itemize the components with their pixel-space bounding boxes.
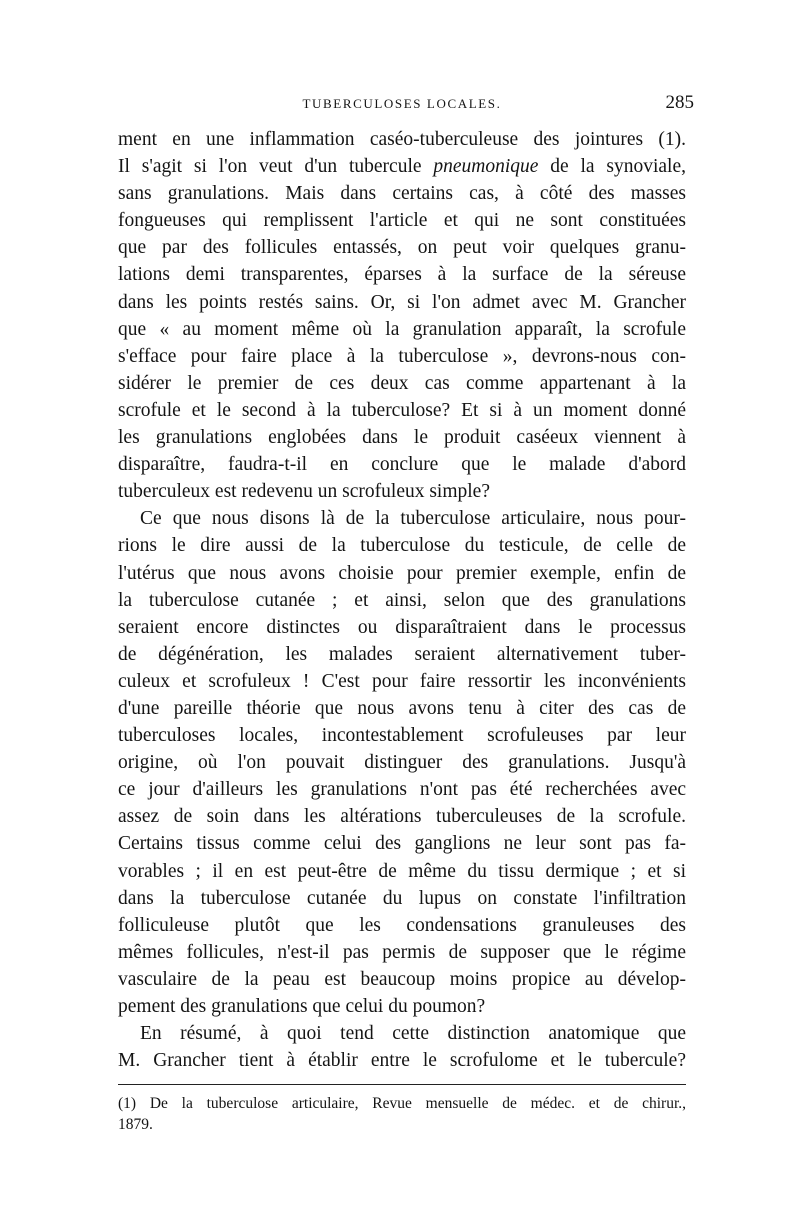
text-line: vasculaire de la peau est beaucoup moins propice au dévelop- — [118, 968, 686, 990]
text-line: la tuberculose cutanée ; et ainsi, selon que des granulations — [118, 589, 686, 611]
footnote-line: 1879. — [118, 1116, 153, 1134]
text-line: seraient encore distinctes ou disparaîtraient dans le processus — [118, 616, 686, 638]
italic-term: pneumonique — [433, 156, 539, 178]
text-line: Certains tissus comme celui des ganglions ne leur sont pas fa- — [118, 833, 686, 855]
footnote-line: (1) De la tuberculose articulaire, Revue mensuelle de médec. et de chirur., — [118, 1095, 686, 1113]
text-line: mêmes follicules, n'est-il pas permis de supposer que le régime — [118, 941, 686, 963]
text-line: assez de soin dans les altérations tuberculeuses de la scrofule. — [118, 806, 686, 828]
text-line: dans les points restés sains. Or, si l'on admet avec M. Grancher — [118, 291, 686, 313]
text-line: folliculeuse plutôt que les condensations granuleuses des — [118, 914, 686, 936]
running-title: TUBERCULOSES LOCALES. — [302, 96, 502, 111]
text-line: vorables ; il en est peut-être de même du tissu dermique ; et si — [118, 860, 686, 882]
text-run: Il s'agit si l'on veut d'un tubercule — [118, 156, 434, 178]
text-line: rions le dire aussi de la tuberculose du testicule, de celle de — [118, 535, 686, 557]
text-line: scrofule et le second à la tuberculose? Et si à un moment donné — [118, 399, 686, 421]
text-line — [118, 153, 686, 180]
text-line: pement des granulations que celui du poumon? — [118, 996, 486, 1017]
text-line: M. Grancher tient à établir entre le scrofulome et le tubercule? — [118, 1050, 686, 1072]
text-line: ce jour d'ailleurs les granulations n'ont pas été recherchées avec — [118, 779, 686, 801]
text-line: sidérer le premier de ces deux cas comme appartenant à la — [118, 372, 686, 394]
text-line: ment en une inflammation caséo-tuberculeuse des jointures (1). — [118, 129, 686, 150]
footnote — [118, 1093, 686, 1135]
paragraph-3 — [118, 1020, 686, 1074]
text-line: fongueuses qui remplissent l'article et qui ne sont constituées — [118, 210, 686, 232]
text-line: l'utérus que nous avons choisie pour premier exemple, enfin de — [118, 562, 686, 584]
text-line: disparaître, faudra-t-il en conclure que le malade d'abord — [118, 454, 686, 476]
footnote-divider — [118, 1084, 686, 1085]
text-line: les granulations englobées dans le produit caséeux viennent à — [118, 427, 686, 449]
book-page — [118, 92, 694, 1135]
text-line: d'une pareille théorie que nous avons tenu à citer des cas de — [118, 697, 686, 719]
text-run: de la synoviale, — [538, 156, 686, 178]
text-line: dans la tuberculose cutanée du lupus on constate l'infiltration — [118, 887, 686, 909]
text-line: tuberculoses locales, incontestablement scrofuleuses par leur — [118, 725, 686, 747]
text-line: culeux et scrofuleux ! C'est pour faire ressortir les inconvénients — [118, 670, 686, 692]
text-line: lations demi transparentes, éparses à la surface de la séreuse — [118, 264, 686, 286]
text-line: que par des follicules entassés, on peut voir quelques granu- — [118, 237, 686, 259]
text-line: origine, où l'on pouvait distinguer des granulations. Jusqu'à — [118, 752, 686, 774]
text-line: de dégénération, les malades seraient alternativement tuber- — [118, 643, 686, 665]
paragraph-2 — [118, 505, 686, 1020]
paragraph-1 — [118, 126, 686, 505]
text-line: sans granulations. Mais dans certains cas, à côté des masses — [118, 183, 686, 205]
page-number: 285 — [665, 92, 694, 113]
running-header — [118, 92, 694, 118]
text-line: tuberculeux est redevenu un scrofuleux simple? — [118, 481, 490, 503]
text-line: s'efface pour faire place à la tuberculose », devrons-nous con- — [118, 345, 686, 367]
text-line: En résumé, à quoi tend cette distinction anatomique que — [140, 1023, 686, 1045]
text-line: que « au moment même où la granulation apparaît, la scrofule — [118, 318, 686, 340]
text-line: Ce que nous disons là de la tuberculose articulaire, nous pour- — [140, 508, 686, 530]
body-text — [118, 126, 686, 1074]
